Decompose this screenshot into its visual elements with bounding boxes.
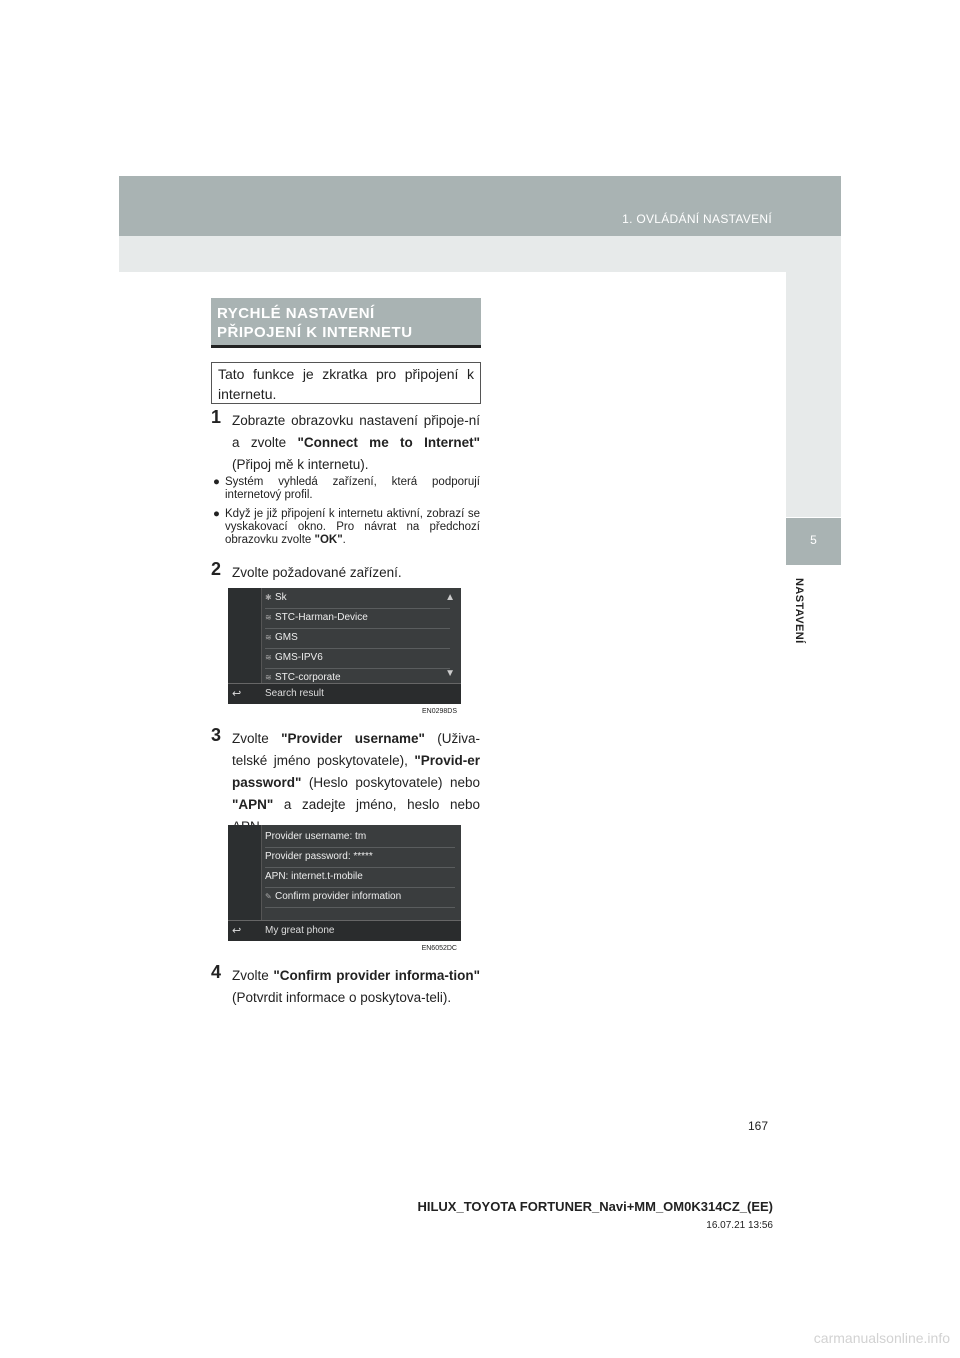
device-row: ≋ GMS <box>265 628 450 649</box>
wifi-icon: ≋ <box>265 653 272 662</box>
screen-footer: ↩ Search result <box>228 683 461 704</box>
wifi-icon: ≋ <box>265 613 272 622</box>
wifi-icon: ≋ <box>265 673 272 682</box>
device-row: ≋ STC-corporate <box>265 668 450 689</box>
screenshot-search-result <box>228 588 461 718</box>
section-title-line2: PŘIPOJENÍ K INTERNETU <box>217 324 413 341</box>
wifi-icon: ≋ <box>265 633 272 642</box>
bullet-text: Když je již připojení k internetu aktivní, zobrazí se vyskakovací okno. Pro návrat na předchozí obrazovku zvolte "OK". <box>225 508 480 546</box>
chapter-title: 1. OVLÁDÁNÍ NASTAVENÍ <box>622 212 772 226</box>
bullet-dot: ● <box>213 476 220 488</box>
step-text: Zvolte "Provider username" (Uživa-telské jméno poskytovatele), "Provid-er password" (Heslo poskytovatele) nebo "APN" a zadejte jméno, heslo nebo <box>232 731 480 812</box>
device-row: ✱ Sk <box>265 588 450 609</box>
header-subband <box>119 236 841 272</box>
setting-row: ✎ Confirm provider information <box>265 887 455 908</box>
step-4 <box>211 962 480 1009</box>
bluetooth-icon: ✱ <box>265 593 272 602</box>
step-number: 2 <box>211 559 222 579</box>
step-number: 1 <box>211 407 222 427</box>
step-number: 4 <box>211 962 222 982</box>
setting-row: Provider username: tm <box>265 827 455 848</box>
edit-icon: ✎ <box>265 892 272 901</box>
back-arrow-icon: ↩ <box>232 925 242 937</box>
back-arrow-icon: ↩ <box>232 688 242 700</box>
screen-footer: ↩ My great phone <box>228 920 461 941</box>
image-code: EN6052DC <box>421 945 457 952</box>
page-number: 167 <box>748 1119 769 1133</box>
section-title <box>211 298 481 348</box>
chapter-number-tab: 5 <box>786 518 841 565</box>
step-1 <box>211 407 481 476</box>
step-3 <box>211 725 480 838</box>
scroll-up-icon: ▲ <box>445 592 455 603</box>
step-text: Zvolte požadované zařízení. <box>232 565 402 580</box>
section-title-line1: RYCHLÉ NASTAVENÍ <box>217 305 375 322</box>
setting-row: Provider password: ***** <box>265 847 455 868</box>
bullet-item <box>213 508 480 547</box>
document-id: HILUX_TOYOTA FORTUNER_Navi+MM_OM0K314CZ_(EE) <box>417 1199 773 1214</box>
device-row: ≋ STC-Harman-Device <box>265 608 450 629</box>
step-text: Zvolte "Confirm provider informa-tion" (Potvrdit informace o poskytova-teli). <box>232 968 480 1005</box>
chapter-side-label: NASTAVENÍ <box>793 578 805 644</box>
bullet-text: Systém vyhledá zařízení, která podporují internetový profil. <box>225 476 480 501</box>
scroll-down-icon: ▼ <box>445 668 455 679</box>
print-timestamp: 16.07.21 13:56 <box>706 1220 773 1231</box>
step-text: Zobrazte obrazovku nastavení připoje-ní a zvolte "Connect me to Internet" (Připoj mě k internetu). <box>232 413 481 472</box>
device-row: ≋ GMS-IPV6 <box>265 648 450 669</box>
bullet-dot: ● <box>213 508 220 520</box>
step-2 <box>211 559 480 584</box>
header-band <box>119 176 841 236</box>
side-tab-bg <box>786 272 841 517</box>
bullet-item <box>213 476 480 502</box>
step-number: 3 <box>211 725 222 745</box>
setting-row: APN: internet.t-mobile <box>265 867 455 888</box>
watermark: carmanualsonline.info <box>813 1330 950 1346</box>
image-code: EN0298DS <box>421 708 457 715</box>
intro-box: Tato funkce je zkratka pro připojení k internetu. <box>211 362 481 404</box>
screenshot-provider-settings <box>228 825 461 955</box>
